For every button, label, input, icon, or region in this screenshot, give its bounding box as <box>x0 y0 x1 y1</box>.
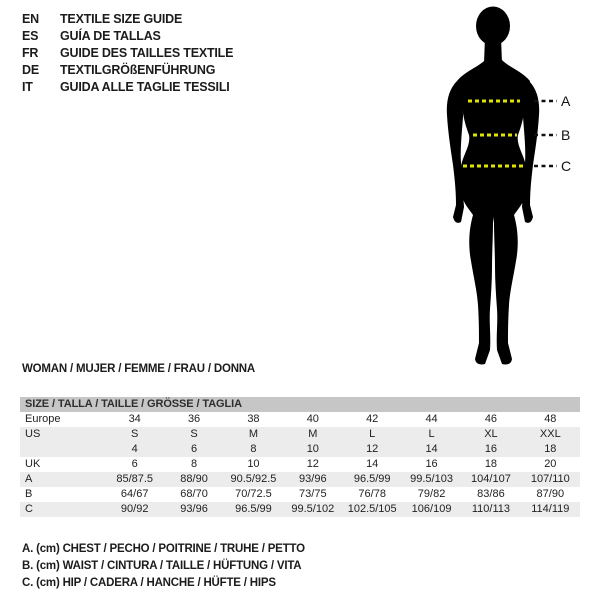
table-cell: 16 <box>425 458 438 470</box>
table-cell: 48 <box>544 413 557 425</box>
table-cell: 114/119 <box>531 503 570 515</box>
woman-figure <box>435 5 585 373</box>
table-cell: 90/92 <box>120 503 149 515</box>
language-label: GUÍA DE TALLAS <box>60 29 161 43</box>
table-cell: 42 <box>366 413 379 425</box>
table-cell: 6 <box>191 443 198 455</box>
table-cell: 106/109 <box>411 503 452 515</box>
table-cell: 18 <box>544 443 557 455</box>
table-cell: 20 <box>544 458 557 470</box>
language-row-de <box>22 62 233 79</box>
silhouette-torso-legs <box>457 59 530 364</box>
table-cell: 96.5/99 <box>235 503 272 515</box>
table-cell: 68/70 <box>180 488 208 500</box>
table-cell: 46 <box>484 413 498 425</box>
size-table-header: SIZE / TALLA / TAILLE / GRÖSSE / TAGLIA <box>20 397 580 412</box>
table-cell: 104/107 <box>471 473 511 485</box>
silhouette-right-arm <box>522 81 539 223</box>
table-cell: 64/67 <box>120 488 149 500</box>
measurement-legend <box>22 541 305 592</box>
table-row-us <box>20 427 580 442</box>
table-cell: 4 <box>131 443 138 455</box>
language-code: EN <box>22 12 39 26</box>
language-code: DE <box>22 63 39 77</box>
table-cell: S <box>190 428 198 440</box>
language-label: GUIDA ALLE TAGLIE TESSILI <box>60 80 230 94</box>
row-label: A <box>25 473 33 485</box>
marker-label-a: A <box>561 93 571 109</box>
marker-label-b: B <box>561 127 571 143</box>
table-cell: 110/113 <box>471 503 510 515</box>
table-cell: L <box>369 428 376 440</box>
table-cell: 79/82 <box>417 488 446 500</box>
table-cell: 73/75 <box>299 488 327 500</box>
table-cell: 85/87.5 <box>116 473 154 485</box>
table-cell: 6 <box>131 458 138 470</box>
legend-row-a: A. (cm) CHEST / PECHO / POITRINE / TRUHE / PETTO <box>22 543 305 555</box>
table-cell: 14 <box>366 458 379 470</box>
section-title: WOMAN / MUJER / FEMME / FRAU / DONNA <box>22 363 256 375</box>
marker-label-c: C <box>561 158 572 174</box>
table-cell: XXL <box>539 428 561 440</box>
table-cell: 102.5/105 <box>347 503 397 515</box>
row-label <box>20 442 105 457</box>
table-cell: 93/96 <box>180 503 208 515</box>
table-cell: 107/110 <box>530 473 570 485</box>
language-row-fr <box>22 45 233 62</box>
table-cell: XL <box>484 428 498 440</box>
table-cell: 83/86 <box>477 488 505 500</box>
table-cell: 88/90 <box>180 473 208 485</box>
row-label: Europe <box>25 413 61 425</box>
table-row-us-numeric <box>20 442 580 457</box>
row-label: US <box>25 428 41 440</box>
table-cell: 12 <box>306 458 319 470</box>
row-label: C <box>25 503 33 515</box>
table-cell: 93/96 <box>299 473 327 485</box>
table-cell: 96.5/99 <box>353 473 391 485</box>
table-cell: 10 <box>306 443 319 455</box>
table-cell: 12 <box>366 443 379 455</box>
table-cell: 8 <box>191 458 198 470</box>
woman-silhouette <box>435 5 585 373</box>
table-cell: M <box>308 428 318 440</box>
table-cell: 99.5/102 <box>291 503 335 515</box>
table-cell: 99.5/103 <box>410 473 453 485</box>
table-row-europe <box>20 412 580 427</box>
language-label: TEXTILE SIZE GUIDE <box>60 12 183 26</box>
table-cell: 8 <box>250 443 257 455</box>
size-table <box>20 397 580 517</box>
row-label: UK <box>25 458 41 470</box>
language-label: TEXTILGRÖßENFÜHRUNG <box>60 63 216 77</box>
row-label: B <box>25 488 33 500</box>
table-cell: 14 <box>425 443 438 455</box>
table-row-a <box>20 472 580 487</box>
table-cell: 16 <box>484 443 498 455</box>
language-code: FR <box>22 46 39 60</box>
table-cell: 87/90 <box>536 488 565 500</box>
table-cell: 40 <box>306 413 319 425</box>
table-cell: 18 <box>484 458 498 470</box>
language-list <box>22 11 233 96</box>
legend-row-b: B. (cm) WAIST / CINTURA / TAILLE / HÜFTUNG / VITA <box>22 560 302 572</box>
table-cell: 90.5/92.5 <box>230 473 277 485</box>
language-row-it <box>22 79 233 96</box>
table-row-b <box>20 487 580 502</box>
table-cell: 44 <box>425 413 438 425</box>
table-cell: 10 <box>247 458 260 470</box>
language-code: IT <box>22 80 33 94</box>
table-row-uk <box>20 457 580 472</box>
table-cell: S <box>131 428 139 440</box>
table-row-c <box>20 502 580 517</box>
silhouette-left-arm <box>447 81 464 223</box>
size-table-body <box>20 412 580 517</box>
table-cell: 36 <box>187 413 201 425</box>
table-cell: 70/72.5 <box>235 488 272 500</box>
language-label: GUIDE DES TAILLES TEXTILE <box>60 46 234 60</box>
language-code: ES <box>22 29 39 43</box>
table-cell: 34 <box>128 413 141 425</box>
table-cell: 76/78 <box>358 488 386 500</box>
table-cell: 38 <box>247 413 260 425</box>
language-row-es <box>22 28 233 45</box>
table-cell: M <box>248 428 259 440</box>
table-cell: L <box>428 428 435 440</box>
language-row-en <box>22 11 233 28</box>
legend-row-c: C. (cm) HIP / CADERA / HANCHE / HÜFTE / HIPS <box>22 577 276 589</box>
